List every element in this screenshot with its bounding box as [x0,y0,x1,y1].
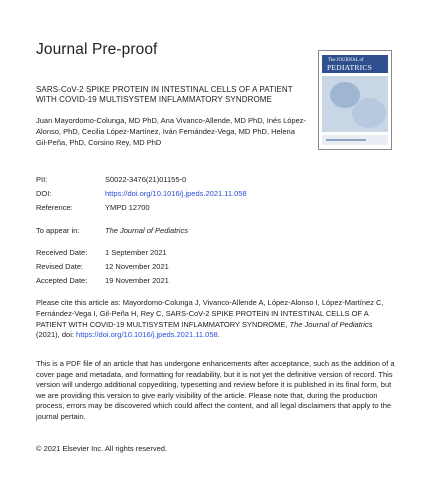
doi-label: DOI: [36,189,52,198]
to-appear-journal: The Journal of Pediatrics [105,226,188,235]
disclaimer-paragraph: This is a PDF file of an article that has undergone enhancements after acceptance, such as the addition of a cover page and metadata, and formatting for readability, but it is not yet the definitive version of record. This version will undergo additional copyediting, typesetting and review before it is published in its final form, but we are providing this version to give early visibility of the article. Please note that, during the production process, errors may be discovered which could affect the content, and all legal disclaimers that apply to the journal pertain. [36,359,395,421]
reference-value: YMPD 12700 [105,203,150,212]
article-title: SARS-CoV-2 SPIKE PROTEIN IN INTESTINAL CELLS OF A PATIENT WITH COVID-19 MULTISYSTEM INFLAMMATORY SYNDROME [36,85,293,104]
pii-value: S0022-3476(21)01155-0 [105,175,187,184]
citation-paragraph [36,298,396,341]
received-value: 1 September 2021 [105,248,167,257]
revised-value: 12 November 2021 [105,262,169,271]
accepted-value: 19 November 2021 [105,276,169,285]
pii-label: PII: [36,175,48,184]
article-authors: Juan Mayordomo-Colunga, MD PhD, Ana Vivanco-Allende, MD PhD, Inés López-Alonso, PhD, Cecilia López-Martínez, Iván Fernández-Vega, MD PhD, Helena Gil-Peña, PhD, Corsino Rey, MD PhD [36,116,306,147]
copyright-notice: © 2021 Elsevier Inc. All rights reserved. [36,444,168,453]
cover-footer [322,135,388,145]
journal-preproof-heading: Journal Pre-proof [36,41,158,58]
citation-middle: (2021), doi: [36,330,77,340]
cover-artwork [322,76,388,132]
doi-link[interactable]: https://doi.org/10.1016/j.jpeds.2021.11.058 [105,189,247,198]
citation-doi-link[interactable]: https://doi.org/10.1016/j.jpeds.2021.11.058 [76,330,218,340]
revised-label: Revised Date: [36,262,84,271]
received-label: Received Date: [36,248,88,257]
citation-text: Please cite this article as: Mayordomo-Colunga J, Vivanco-Allende A, López-Alonso I, López-Martínez C, Fernández-Vega I, Gil-Peña H, Rey C, SARS-CoV-2 SPIKE PROTEIN IN INTESTINAL CELLS OF A PATIENT WITH COVID-19 MULTISYSTEM INFLAMMATORY SYNDROME, [36,298,384,329]
cover-title-line2: PEDIATRICS [327,63,373,72]
journal-cover-image [318,50,392,150]
citation-suffix: . [217,330,220,340]
cover-title-line1: The JOURNAL of [328,58,364,63]
reference-label: Reference: [36,203,73,212]
accepted-label: Accepted Date: [36,276,88,285]
citation-journal: The Journal of Pediatrics [289,319,373,329]
to-appear-label: To appear in: [36,226,80,235]
cover-title-band [322,55,388,73]
